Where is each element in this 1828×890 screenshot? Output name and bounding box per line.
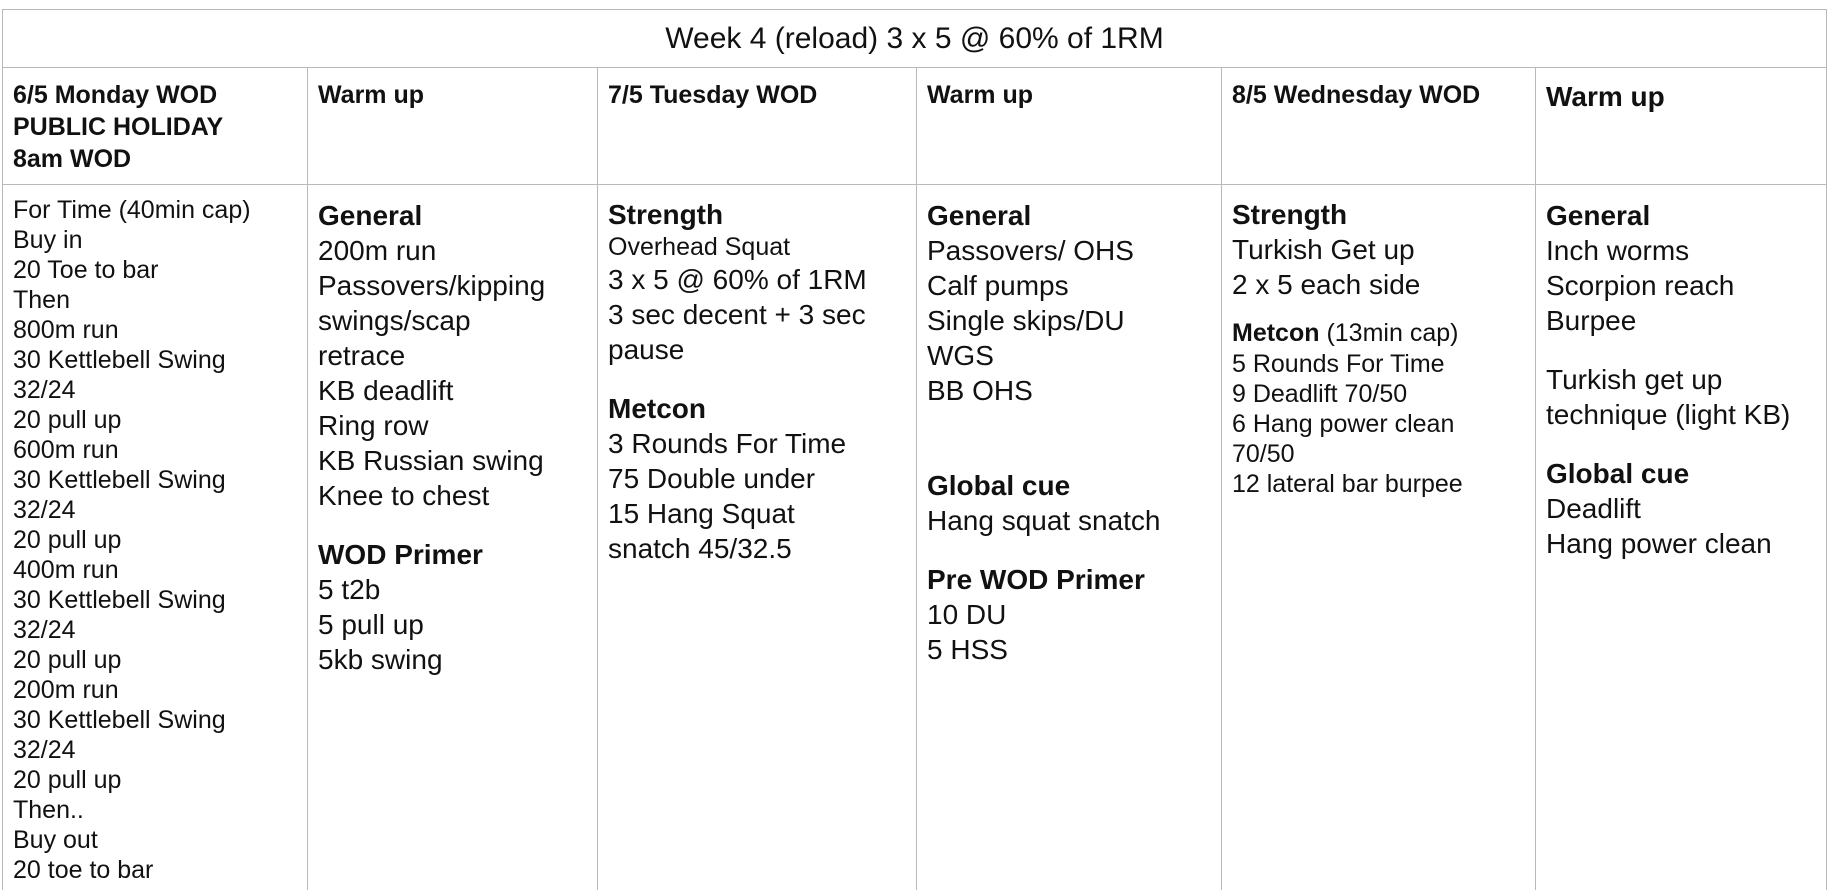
strength-line: Turkish Get up bbox=[1232, 234, 1415, 265]
warmup-line: 5 pull up bbox=[318, 609, 424, 640]
workout-line: Buy in bbox=[13, 226, 83, 254]
workout-line: 32/24 bbox=[13, 616, 76, 644]
warmup-line: Knee to chest bbox=[318, 480, 490, 511]
section-heading: Global cue bbox=[1546, 458, 1690, 489]
spacer bbox=[927, 408, 1211, 468]
header-line: 8/5 Wednesday WOD bbox=[1232, 81, 1481, 109]
workout-line: 20 Toe to bar bbox=[13, 256, 159, 284]
metcon-heading bbox=[1232, 318, 1525, 349]
metcon-line: 6 Hang power clean bbox=[1232, 410, 1455, 438]
body-warmup-wednesday bbox=[1536, 185, 1826, 890]
metcon-line: 70/50 bbox=[1232, 440, 1295, 468]
metcon-line: 12 lateral bar burpee bbox=[1232, 470, 1463, 498]
workout-line: 32/24 bbox=[13, 496, 76, 524]
warmup-line: Single skips/DU bbox=[927, 305, 1125, 336]
spacer bbox=[608, 367, 906, 391]
spacer bbox=[927, 538, 1211, 562]
metcon-line: snatch 45/32.5 bbox=[608, 533, 792, 564]
header-line: 7/5 Tuesday WOD bbox=[608, 81, 818, 109]
workout-line: 20 pull up bbox=[13, 526, 122, 554]
workout-line: 30 Kettlebell Swing bbox=[13, 346, 226, 374]
body-warmup-tuesday bbox=[917, 185, 1221, 890]
header-line: PUBLIC HOLIDAY bbox=[13, 113, 224, 141]
warmup-line: Turkish get up bbox=[1546, 364, 1723, 395]
column-wednesday bbox=[1221, 68, 1535, 890]
column-warmup-tuesday bbox=[916, 68, 1221, 890]
header-line: 6/5 Monday WOD bbox=[13, 81, 218, 109]
metcon-line: 5 Rounds For Time bbox=[1232, 350, 1445, 378]
header-warmup bbox=[917, 68, 1221, 185]
strength-line: 3 sec decent + 3 sec bbox=[608, 299, 866, 330]
strength-line: Overhead Squat bbox=[608, 233, 791, 261]
workout-line: 20 toe to bar bbox=[13, 856, 154, 884]
workout-line: 32/24 bbox=[13, 376, 76, 404]
workout-line: 200m run bbox=[13, 676, 119, 704]
metcon-line: 3 Rounds For Time bbox=[608, 428, 847, 459]
header-wednesday bbox=[1222, 68, 1535, 185]
body-tuesday bbox=[598, 185, 916, 890]
header-warmup bbox=[308, 68, 597, 185]
warmup-line: Hang power clean bbox=[1546, 528, 1772, 559]
warmup-line: Calf pumps bbox=[927, 270, 1069, 301]
section-heading: WOD Primer bbox=[318, 539, 483, 570]
column-warmup-monday bbox=[307, 68, 597, 890]
warmup-line: 200m run bbox=[318, 235, 437, 266]
metcon-note: (13min cap) bbox=[1326, 319, 1459, 347]
workout-line: 30 Kettlebell Swing bbox=[13, 706, 226, 734]
workout-line: 20 pull up bbox=[13, 766, 122, 794]
warmup-line: Inch worms bbox=[1546, 235, 1690, 266]
column-warmup-wednesday bbox=[1535, 68, 1826, 890]
spacer bbox=[1546, 338, 1816, 362]
workout-line: 600m run bbox=[13, 436, 119, 464]
header-line: Warm up bbox=[927, 81, 1034, 109]
body-wednesday bbox=[1222, 185, 1535, 890]
warmup-line: swings/scap bbox=[318, 305, 471, 336]
warmup-line: technique (light KB) bbox=[1546, 399, 1791, 430]
workout-line: 30 Kettlebell Swing bbox=[13, 586, 226, 614]
metcon-line: 15 Hang Squat bbox=[608, 498, 795, 529]
warmup-line: Scorpion reach bbox=[1546, 270, 1735, 301]
warmup-line: Passovers/kipping bbox=[318, 270, 546, 301]
section-heading: Strength bbox=[1232, 199, 1348, 230]
body-monday bbox=[3, 185, 307, 890]
strength-line: 2 x 5 each side bbox=[1232, 269, 1421, 300]
section-heading: Metcon bbox=[1232, 319, 1320, 347]
wod-table bbox=[2, 9, 1827, 890]
spacer bbox=[1546, 432, 1816, 456]
column-tuesday bbox=[597, 68, 916, 890]
header-line: Warm up bbox=[318, 81, 425, 109]
strength-line: 3 x 5 @ 60% of 1RM bbox=[608, 264, 867, 295]
warmup-line: 5 HSS bbox=[927, 634, 1008, 665]
workout-line: Then bbox=[13, 286, 70, 314]
header-line: Warm up bbox=[1546, 81, 1665, 112]
warmup-line: KB deadlift bbox=[318, 375, 454, 406]
section-heading: Strength bbox=[608, 199, 724, 230]
workout-line: For Time (40min cap) bbox=[13, 196, 251, 224]
week-title: Week 4 (reload) 3 x 5 @ 60% of 1RM bbox=[3, 10, 1826, 68]
warmup-line: Passovers/ OHS bbox=[927, 235, 1134, 266]
spacer bbox=[1232, 302, 1525, 318]
section-heading: Global cue bbox=[927, 470, 1071, 501]
metcon-line: 9 Deadlift 70/50 bbox=[1232, 380, 1408, 408]
warmup-line: retrace bbox=[318, 340, 406, 371]
header-monday bbox=[3, 68, 307, 185]
workout-line: 800m run bbox=[13, 316, 119, 344]
workout-line: 400m run bbox=[13, 556, 119, 584]
warmup-line: 10 DU bbox=[927, 599, 1007, 630]
workout-line: 32/24 bbox=[13, 736, 76, 764]
body-warmup-monday bbox=[308, 185, 597, 890]
workout-line: 20 pull up bbox=[13, 646, 122, 674]
warmup-line: Ring row bbox=[318, 410, 429, 441]
workout-line: Then.. bbox=[13, 796, 84, 824]
section-heading: General bbox=[927, 200, 1032, 231]
header-line: 8am WOD bbox=[13, 145, 132, 173]
warmup-line: WGS bbox=[927, 340, 994, 371]
section-heading: Metcon bbox=[608, 393, 706, 424]
warmup-line: Burpee bbox=[1546, 305, 1637, 336]
section-heading: Pre WOD Primer bbox=[927, 564, 1145, 595]
workout-line: 20 pull up bbox=[13, 406, 122, 434]
warmup-line: Deadlift bbox=[1546, 493, 1641, 524]
column-monday bbox=[3, 68, 307, 890]
spacer bbox=[318, 513, 587, 537]
warmup-line: Hang squat snatch bbox=[927, 505, 1161, 536]
metcon-line: 75 Double under bbox=[608, 463, 816, 494]
warmup-line: BB OHS bbox=[927, 375, 1033, 406]
section-heading: General bbox=[1546, 200, 1651, 231]
header-tuesday bbox=[598, 68, 916, 185]
header-warmup bbox=[1536, 68, 1826, 185]
workout-line: Buy out bbox=[13, 826, 98, 854]
warmup-line: 5kb swing bbox=[318, 644, 443, 675]
workout-line: 30 Kettlebell Swing bbox=[13, 466, 226, 494]
warmup-line: KB Russian swing bbox=[318, 445, 544, 476]
strength-line: pause bbox=[608, 334, 685, 365]
warmup-line: 5 t2b bbox=[318, 574, 381, 605]
section-heading: General bbox=[318, 200, 423, 231]
